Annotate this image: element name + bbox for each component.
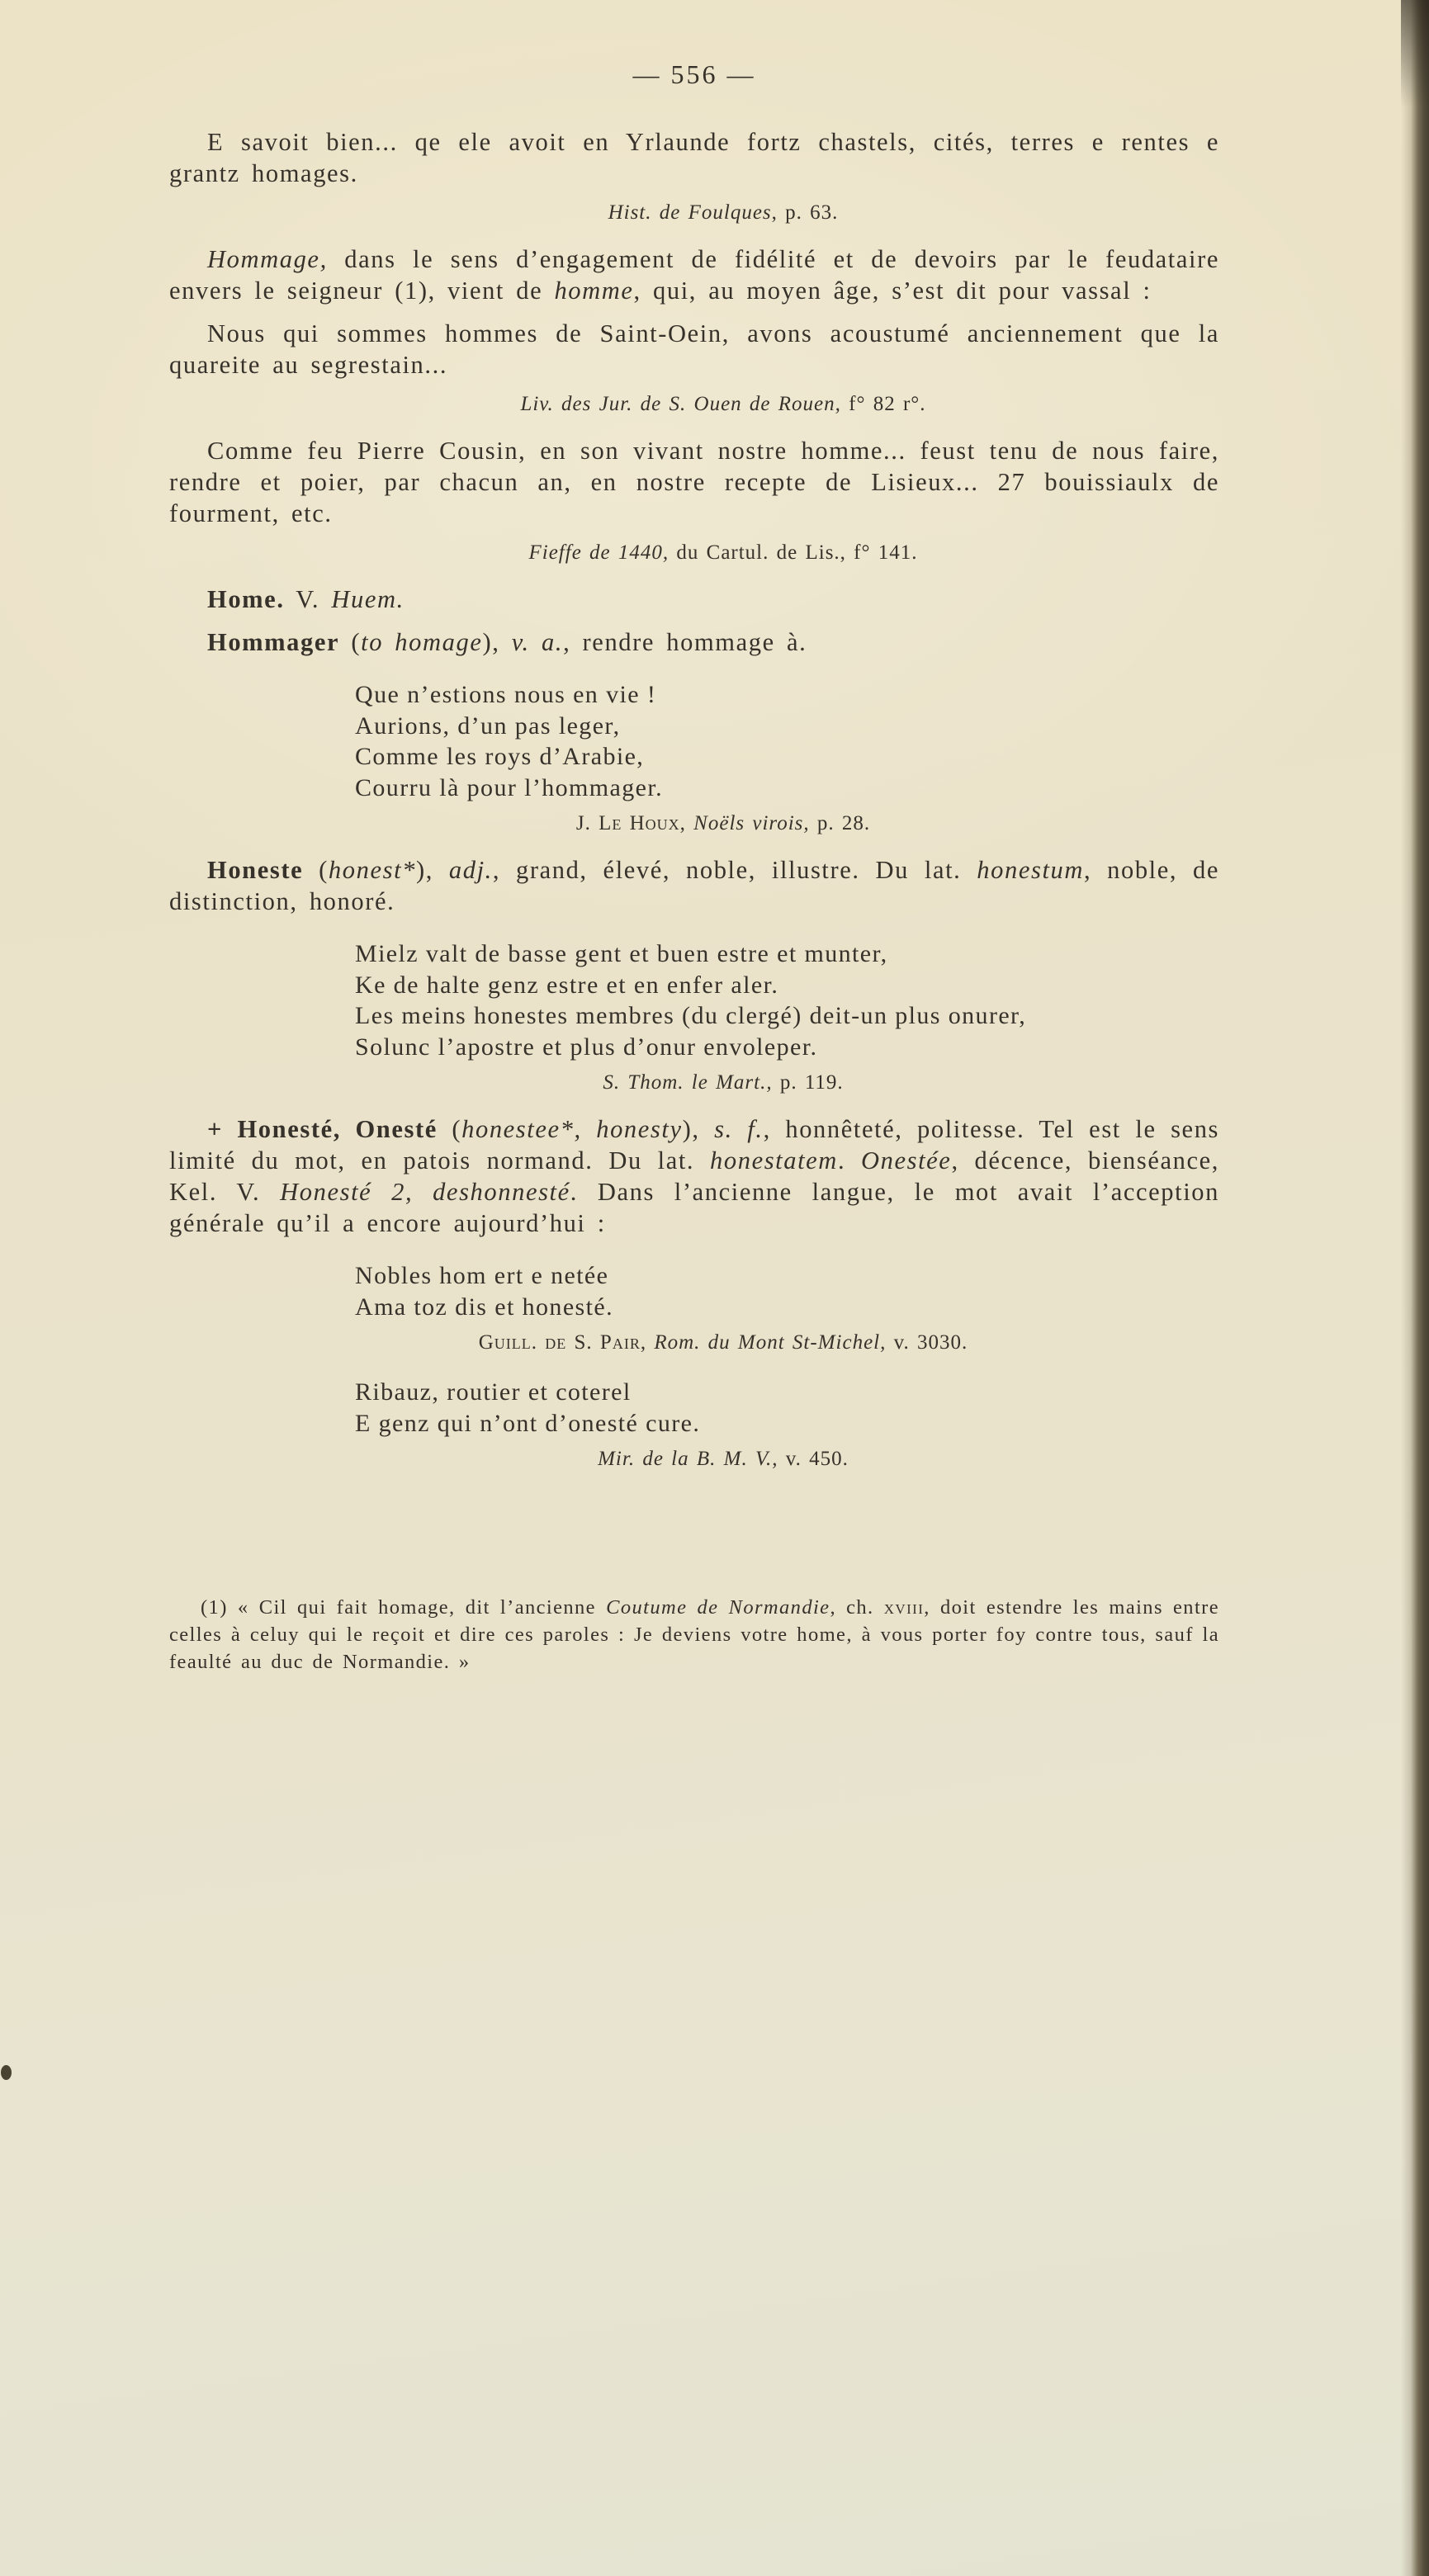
text-run: E savoit bien... qe ele avoit en Yrlaunde fortz chastels, cités, terres e rentes e grantz homages. [169,128,1219,187]
citation-s-thom [169,1071,1219,1095]
verse-line: Comme les roys d’Arabie, [355,743,645,770]
verse-line: Courru là pour l’hommager. [355,773,663,801]
text-run: ), [416,856,449,884]
entry-hommage-definition [169,243,1219,306]
verse-line: Ribauz, routier et coterel [355,1378,632,1406]
text-run: , rendre hommage à. [563,628,807,656]
citation-le-houx [169,811,1219,836]
text-run: Honesté 2, deshonnesté [280,1178,570,1206]
text-run: , doit estendre les mains entre celles à celuy qui le reçoit et dire ces paroles : Je deviens votre home, à vous porter foy contre tous, sauf la feaulté au duc de Normandie. » [169,1596,1219,1673]
quote-pierre-cousin [169,435,1219,529]
verse-line: E genz qui n’ont d’onesté cure. [355,1409,701,1437]
text-run: , qui, au moyen âge, s’est dit pour vassal : [633,277,1152,305]
text-run: Huem. [331,585,405,613]
text-run: honestum [977,856,1084,884]
verse-line: Solunc l’apostre et plus d’onur envoleper. [355,1033,818,1061]
citation-guill-de-s-pair [169,1331,1219,1355]
text-run: to homage [361,628,483,656]
entry-home [169,584,1219,615]
verse-line: Les meins honestes membres (du clergé) deit-un plus onurer, [355,1002,1027,1029]
quote-hist-foulques [169,126,1219,189]
text-run: dans le sens d’engagement de fidélité et de devoirs par le feudataire envers le seigneur (1), vient de [169,245,1219,305]
page-number: — 556 — [632,59,756,89]
citation-hist-foulques [169,201,1219,225]
quote-saint-oein [169,318,1219,380]
text-run: Nous qui sommes hommes de Saint-Oein, avons acoustumé anciennement que la quareite au segrestain... [169,319,1219,379]
verse-hommager [355,679,1219,803]
text-run: J. [575,812,599,834]
verse-line: Ama toz dis et honesté. [355,1293,613,1321]
text-run: V. [284,585,332,613]
page-edge-shadow [1401,0,1429,2576]
entry-hommager [169,626,1219,658]
text-run: , décence, bienséance, Kel. V. [169,1146,1219,1206]
text-run: Honeste [207,856,304,884]
footnote-1 [169,1594,1219,1676]
citation-mir [169,1447,1219,1472]
text-run: Coutume de Normandie [606,1596,830,1619]
page-edge-corner-shade [1401,0,1429,107]
citation-liv-des-jur [169,392,1219,417]
text-run: ), [682,1115,715,1143]
text-run: Rom. du Mont St-Michel, [654,1331,887,1354]
citation-fieffe-1440 [169,541,1219,565]
text-run: S. Thom. le Mart., [603,1071,773,1094]
text-run: Fieffe de 1440, [528,541,670,564]
paper-speck [1,2065,12,2080]
text-run: xviii [883,1596,925,1619]
entry-honeste [169,854,1219,917]
text-run: , honnêteté, politesse. Tel est le sens limité du mot, en patois normand. Du lat. [169,1115,1220,1175]
verse-honeste [355,938,1219,1062]
text-run: v. a. [511,628,564,656]
text-run: p. 119. [772,1071,844,1094]
text-run: , [679,812,694,834]
verse-line: Mielz valt de basse gent et buen estre et munter, [355,940,888,967]
text-run: ( [339,628,362,656]
text-run: Noëls virois, [693,812,810,834]
entry-honeste-2 [169,1113,1219,1239]
verse-line: Aurions, d’un pas leger, [355,711,621,740]
text-run: ( [303,856,329,884]
text-run: + Honesté, Onesté [207,1115,438,1143]
verse-line: Nobles hom ert e netée [355,1262,609,1289]
text-run: ), [482,628,512,656]
text-run: du Cartul. de Lis., f° 141. [669,541,918,564]
text-run: Home. [207,585,285,613]
text-run: s. f. [714,1115,764,1143]
text-run: honestee*, honesty [461,1115,683,1143]
page-content [169,59,1219,1676]
text-run: . Dans l’ancienne langue, le mot avait l’acception générale qu’il a encore aujourd’hui : [169,1178,1219,1237]
text-run: , grand, élevé, noble, illustre. Du lat. [492,856,977,884]
text-run: Onestée [861,1146,952,1175]
text-run: Hist. de Foulques [608,201,772,224]
document-body [169,126,1219,1676]
text-run: , noble, de distinction, honoré. [169,856,1219,915]
verse-line: Ke de halte genz estre et en enfer aler. [355,971,779,999]
text-run: ( [437,1115,462,1143]
text-run: Hommager [207,628,340,656]
text-run: v. 3030. [886,1331,968,1354]
text-run: Hommage, [207,245,328,273]
text-run: Guill. de S. Pair [478,1331,641,1354]
text-run: . [837,1146,862,1175]
text-run: honest* [328,856,416,884]
text-run: adj. [448,856,493,884]
verse-mont-st-michel [355,1260,1219,1322]
verse-line: Que n’estions nous en vie ! [355,681,657,708]
text-run: , ch. [830,1596,884,1619]
verse-mir [355,1377,1219,1439]
text-run: Comme feu Pierre Cousin, en son vivant nostre homme... feust tenu de nous faire, rendre et poier, par chacun an, en nostre recepte de Lisieux... 27 bouissiaulx de fourment, etc. [169,437,1219,527]
text-run: , [640,1331,655,1354]
text-run: , p. 63. [771,201,839,224]
text-run: Le Houx [599,812,680,834]
text-run: Liv. des Jur. de S. Ouen de Rouen, [520,393,841,415]
text-run: homme [554,277,634,305]
text-run: p. 28. [809,812,871,834]
text-run: Mir. de la B. M. V., [598,1448,778,1470]
text-run: v. 450. [778,1448,849,1470]
text-run: f° 82 r°. [840,393,926,415]
text-run: honestatem [710,1146,838,1175]
text-run: (1) « Cil qui fait homage, dit l’ancienne [201,1596,607,1619]
